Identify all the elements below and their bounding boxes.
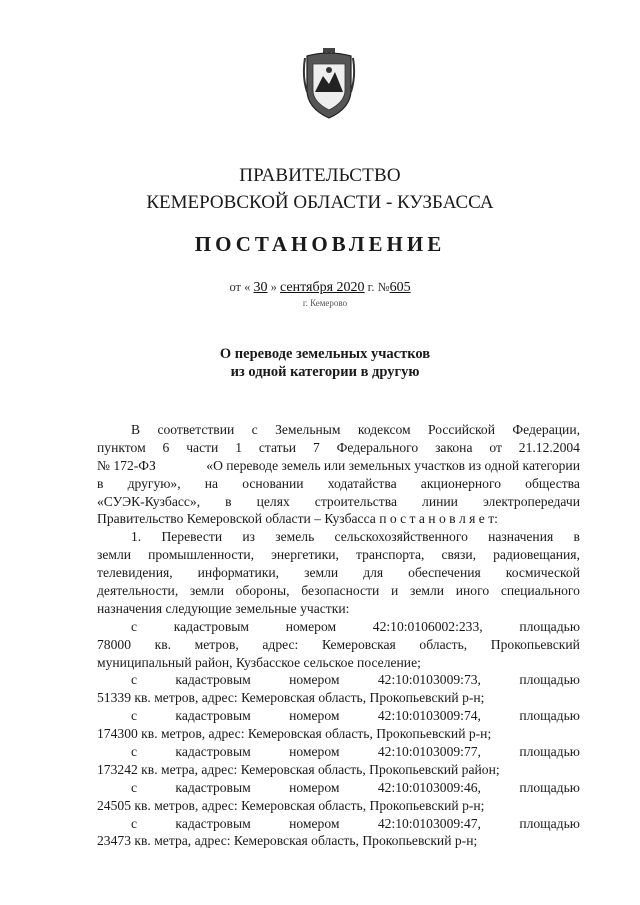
date-mid: » [270, 280, 277, 294]
body-word: область, [419, 636, 468, 652]
body-word: другую», [127, 475, 181, 491]
body-word: земель [275, 529, 315, 545]
body-line [97, 528, 580, 546]
body-word: номером [289, 708, 340, 724]
body-line [97, 475, 580, 493]
body-word: для [363, 565, 384, 581]
body-word: иного [455, 583, 490, 599]
body-word: обороны, [235, 583, 290, 599]
cadastral-item-line [97, 671, 580, 689]
body-word: площадью [519, 815, 580, 831]
body-word: в [97, 475, 104, 491]
decree-title [0, 345, 640, 381]
body-word: с [131, 779, 138, 795]
body-word: Российской [428, 422, 496, 437]
body-word: с [131, 672, 138, 688]
body-word: сельскохозяйственного [334, 529, 468, 545]
body-word: номером [289, 672, 340, 688]
body-word: Прокопьевский [490, 636, 580, 652]
body-line [97, 493, 580, 511]
body-word: кадастровым [173, 618, 250, 634]
body-word: от [489, 439, 502, 455]
cadastral-item-line [97, 743, 580, 761]
body-word: 6 [162, 439, 170, 455]
body-line: 23473 кв. метра, адрес: Кемеровская область, Прокопьевский р-н; [97, 833, 478, 849]
body-word: кадастровым [175, 744, 251, 760]
body-word: 1 [235, 439, 242, 455]
body-word: общества [525, 475, 580, 491]
body-line: 173242 кв. метра, адрес: Кемеровская область, Прокопьевский район; [97, 761, 500, 777]
body-line [97, 564, 580, 582]
body-word: кадастровым [175, 672, 251, 688]
government-name-line1: ПРАВИТЕЛЬСТВО [239, 165, 401, 186]
document-number: 605 [389, 280, 411, 295]
body-word: целях [256, 493, 290, 509]
body-word: площадью [519, 744, 580, 760]
body-word: 1. [131, 529, 142, 545]
body-word: кв. [154, 636, 172, 652]
body-line: муниципальный район, Кузбасское сельское поселение; [97, 654, 421, 670]
body-word: акционерного [420, 475, 501, 491]
body-word: площадью [519, 779, 580, 795]
body-word: номером [285, 618, 337, 634]
date-number-line [0, 280, 640, 296]
body-word: Земельным [275, 422, 341, 437]
body-line [97, 582, 580, 600]
body-word: электропередачи [482, 493, 580, 509]
body-word: безопасности [301, 583, 380, 599]
body-line [97, 421, 580, 439]
body-word: кадастровым [175, 815, 251, 831]
body-word: линии [422, 493, 458, 509]
body-word: 78000 [97, 636, 131, 652]
body-word: обеспечения [408, 565, 481, 581]
body-word: номером [289, 779, 340, 795]
body-word: на [204, 475, 219, 491]
title-line1: О переводе земельных участков [219, 346, 431, 362]
body-line: 51339 кв. метров, адрес: Кемеровская область, Прокопьевский р-н; [97, 690, 485, 706]
cadastral-item-line [97, 707, 580, 725]
body-word: основании [242, 475, 304, 491]
cadastral-item-line [97, 779, 580, 797]
body-line [97, 439, 580, 457]
body-word: кадастровым [175, 708, 251, 724]
document-type: ПОСТАНОВЛЕНИЕ [194, 232, 446, 256]
body-word: ходатайства [327, 475, 397, 491]
body-word: из [242, 529, 256, 545]
body-line: назначения следующие земельные участки: [97, 600, 350, 616]
cadastral-item-line [97, 618, 580, 636]
body-word: номером [289, 815, 340, 831]
body-word: земли [409, 583, 445, 599]
body-word: с [131, 618, 138, 634]
body-word: энергетики, [271, 547, 339, 563]
body-word: с [131, 815, 138, 831]
body-word: деятельности, [97, 583, 179, 599]
body-word: строительства [314, 493, 398, 509]
decree-body [97, 421, 580, 850]
body-word: и [391, 583, 399, 599]
body-word: соответствии [157, 422, 235, 437]
cadastral-number: 42:10:0103009:74, [377, 708, 481, 724]
body-line: Правительство Кемеровской области – Кузбасса п о с т а н о в л я е т: [97, 511, 498, 527]
date-prefix: от « [229, 280, 251, 294]
body-word: земли [189, 583, 224, 599]
body-word: кадастровым [175, 779, 251, 795]
body-line: 174300 кв. метров, адрес: Кемеровская область, Прокопьевский р-н; [97, 726, 492, 742]
body-word: части [186, 439, 219, 455]
body-word: метров, [194, 636, 239, 652]
body-word: Кемеровская [321, 636, 396, 652]
body-word: связи, [441, 547, 477, 563]
date-month-year: сентября 2020 [280, 280, 365, 295]
body-word: закона [435, 439, 473, 455]
body-word: с [131, 708, 138, 724]
body-word: номером [289, 744, 340, 760]
body-word: в [225, 493, 232, 509]
cadastral-number: 42:10:0103009:46, [377, 779, 481, 795]
body-word: адрес: [262, 636, 299, 652]
body-word: пунктом [97, 439, 146, 455]
body-word: транспорта, [355, 547, 425, 563]
body-word: «СУЭК-Кузбасс», [97, 493, 201, 509]
body-word: 21.12.2004 [518, 439, 580, 455]
body-line [97, 457, 580, 475]
cadastral-number: 42:10:0103009:73, [377, 672, 481, 688]
body-word: земли [304, 565, 339, 581]
body-word: кодексом [357, 422, 411, 437]
date-day: 30 [253, 280, 268, 295]
body-word: с [131, 744, 138, 760]
body-word: «О переводе земель или земельных участков из одной категории [206, 457, 580, 473]
date-g: г. [367, 280, 375, 294]
body-line [97, 636, 580, 654]
body-word: телевидения, [97, 565, 173, 581]
cadastral-number: 42:10:0103009:77, [377, 744, 481, 760]
title-line2: из одной категории в другую [230, 364, 420, 380]
government-name-line2: КЕМЕРОВСКОЙ ОБЛАСТИ - КУЗБАССА [146, 192, 494, 213]
number-prefix: № [377, 280, 390, 294]
body-word: промышленности, [148, 547, 255, 563]
body-word: космической [505, 565, 580, 581]
body-word: площадью [519, 708, 580, 724]
body-word: В [131, 422, 141, 437]
city-line: г. Кемерово [302, 298, 348, 308]
body-word: Перевести [161, 529, 223, 545]
body-word: с [251, 422, 258, 437]
body-word: специального [500, 583, 580, 599]
body-word: Федерации, [512, 422, 580, 437]
body-word: площадью [519, 672, 580, 688]
body-word: Федерального [336, 439, 419, 455]
cadastral-item-line [97, 815, 580, 833]
body-word: земли [97, 547, 132, 563]
body-word: статьи [258, 439, 297, 455]
body-word: в [573, 529, 580, 545]
body-word: радиовещания, [493, 547, 580, 563]
body-line [97, 546, 580, 564]
coat-of-arms-emblem [301, 46, 357, 120]
cadastral-number: 42:10:0106002:233, [372, 618, 483, 634]
body-word: № 172-ФЗ [97, 457, 156, 473]
body-word: 7 [312, 439, 320, 455]
body-line: 24505 кв. метров, адрес: Кемеровская область, Прокопьевский р-н; [97, 797, 485, 813]
cadastral-number: 42:10:0103009:47, [377, 815, 481, 831]
body-word: назначения [488, 529, 554, 545]
body-word: информатики, [197, 565, 280, 581]
body-word: площадью [519, 618, 580, 634]
